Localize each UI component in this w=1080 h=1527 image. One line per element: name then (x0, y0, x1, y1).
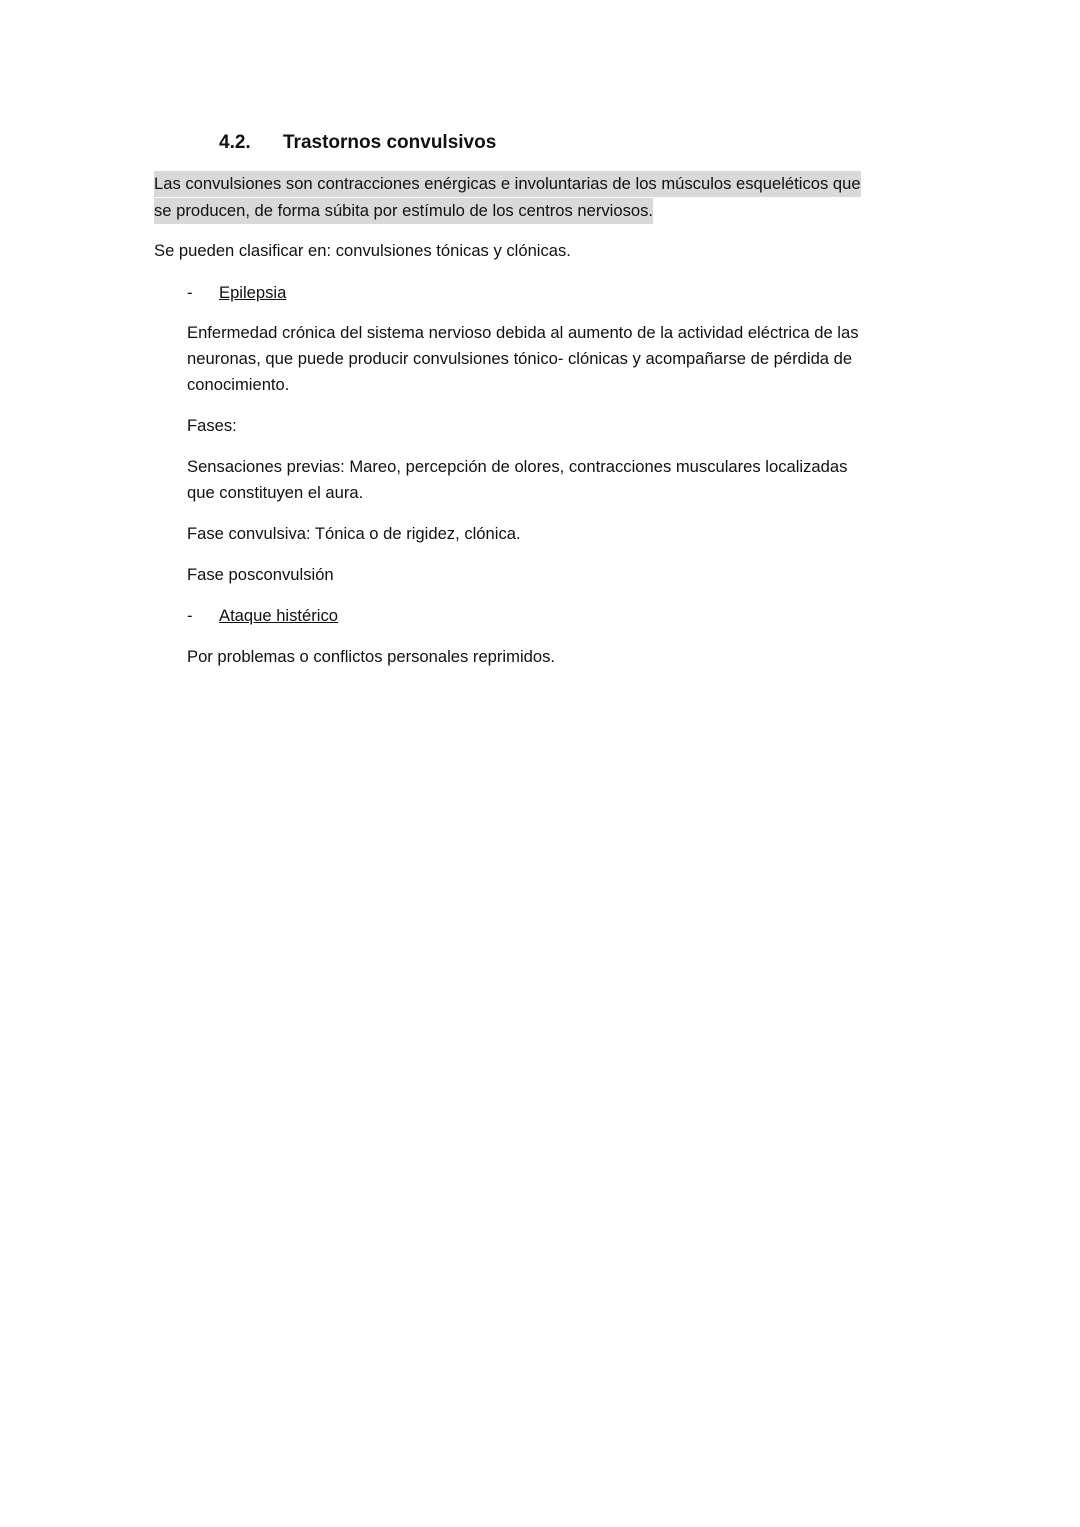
epilepsia-desc-line-2: neuronas, que puede producir convulsiones tónico- clónicas y acompañarse de pérdida de (187, 349, 853, 368)
bullet-dash: - (187, 606, 193, 625)
intro-line-1: Las convulsiones son contracciones enérgicas e involuntarias de los músculos esqueléticos que (154, 171, 861, 197)
epilepsia-desc-line-1: Enfermedad crónica del sistema nervioso debida al aumento de la actividad eléctrica de las (187, 323, 859, 342)
epilepsia-desc-line-3: conocimiento. (187, 375, 290, 394)
phases-label: Fases: (187, 416, 237, 435)
heading-number: 4.2. (219, 132, 251, 153)
heading-title: Trastornos convulsivos (283, 132, 497, 153)
classification-text: Se pueden clasificar en: convulsiones tónicas y clónicas. (154, 241, 571, 260)
item-title-epilepsia: Epilepsia (219, 283, 287, 302)
phase1-line-1: Sensaciones previas: Mareo, percepción de olores, contracciones musculares localizadas (187, 457, 848, 476)
intro-line-2: se producen, de forma súbita por estímulo de los centros nerviosos. (154, 198, 653, 224)
bullet-dash: - (187, 283, 193, 302)
phase3: Fase posconvulsión (187, 565, 334, 584)
phase2: Fase convulsiva: Tónica o de rigidez, clónica. (187, 524, 521, 543)
ataque-desc: Por problemas o conflictos personales reprimidos. (187, 647, 555, 666)
item-title-ataque-histerico: Ataque histérico (219, 606, 338, 625)
phase1-line-2: que constituyen el aura. (187, 483, 364, 502)
